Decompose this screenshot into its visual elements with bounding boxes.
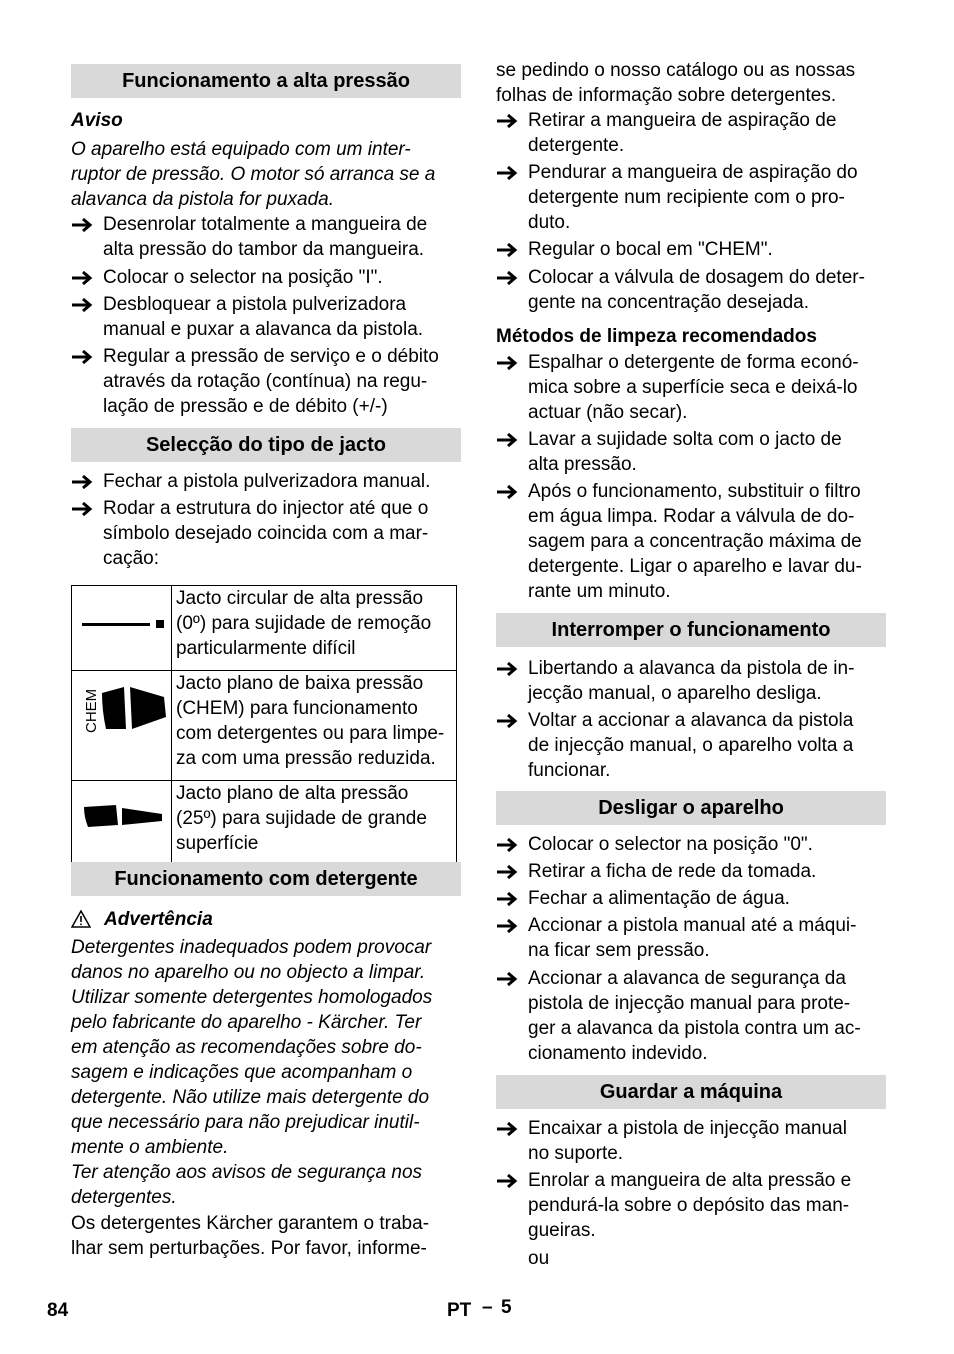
list-item: Enrolar a mangueira de alta pressão e pendurá-la sobre o depósito das man- gueiras. xyxy=(496,1168,886,1243)
list-item: Desenrolar totalmente a mangueira de alta pressão do tambor da mangueira. xyxy=(71,212,461,262)
detergent-paragraph: Os detergentes Kärcher garantem o traba- lhar sem perturbações. Por favor, informe- xyxy=(71,1213,430,1259)
or-text: ou xyxy=(528,1248,550,1269)
list-item: Espalhar o detergente de forma econó- mica sobre a superfície seca e deixá-lo actuar (não secar). xyxy=(496,350,886,425)
chem-label: CHEM xyxy=(83,688,100,733)
list-item: Colocar a válvula de dosagem do deter- gente na concentração desejada. xyxy=(496,265,886,315)
section-heading-detergent: Funcionamento com detergente xyxy=(71,862,461,896)
page-number: 84 xyxy=(47,1300,69,1321)
jet-icon-cell xyxy=(72,781,172,866)
list-item: Desbloquear a pistola pulverizadora manual e puxar a alavanca da pistola. xyxy=(71,292,461,342)
warning-triangle-icon xyxy=(71,910,91,928)
warning-header xyxy=(71,907,461,932)
list-item: Lavar a sujidade solta com o jacto de alta pressão. xyxy=(496,427,886,477)
list-item: Accionar a alavanca de segurança da pistola de injecção manual para prote- ger a alavanca da pistola contra um ac- cionamento indevido. xyxy=(496,966,886,1066)
aviso-title: Aviso xyxy=(71,110,123,131)
footer-dash: – xyxy=(482,1297,493,1318)
section-heading-jet-type: Selecção do tipo de jacto xyxy=(71,428,461,462)
subheading-cleaning-methods: Métodos de limpeza recomendados xyxy=(496,326,817,347)
arrow-right-icon xyxy=(496,243,518,257)
list-item: Retirar a mangueira de aspiração de detergente. xyxy=(496,108,886,158)
high-pressure-round-jet-icon xyxy=(72,586,171,665)
table-row xyxy=(72,586,457,671)
section-heading-storage: Guardar a máquina xyxy=(496,1075,886,1109)
arrow-right-icon xyxy=(496,1122,518,1136)
arrow-right-icon xyxy=(496,714,518,728)
list-item: Colocar o selector na posição "I". xyxy=(71,265,461,290)
arrow-right-icon xyxy=(71,475,93,489)
list-item: Accionar a pistola manual até a máqui- na ficar sem pressão. xyxy=(496,913,886,963)
list-item: Fechar a alimentação de água. xyxy=(496,886,886,911)
jet-icon-cell xyxy=(72,671,172,781)
warning-title: Advertência xyxy=(104,909,213,930)
aviso-text: O aparelho está equipado com um inter- ruptor de pressão. O motor só arranca se a alavanca da pistola for puxada. xyxy=(71,139,436,210)
jet-description: Jacto plano de baixa pressão (CHEM) para funcionamento com detergentes ou para limpe- za com uma pressão reduzida. xyxy=(172,671,457,781)
list-item: Após o funcionamento, substituir o filtro em água limpa. Rodar a válvula de do- sagem para a concentração máxima de detergente. Ligar o aparelho e lavar du- rante um minuto. xyxy=(496,479,886,604)
arrow-right-icon xyxy=(496,919,518,933)
arrow-right-icon xyxy=(496,166,518,180)
arrow-right-icon xyxy=(496,356,518,370)
arrow-right-icon xyxy=(71,298,93,312)
list-item: Voltar a accionar a alavanca da pistola de injecção manual, o aparelho volta a funcionar. xyxy=(496,708,886,783)
arrow-right-icon xyxy=(496,972,518,986)
section-heading-switch-off: Desligar o aparelho xyxy=(496,791,886,825)
arrow-right-icon xyxy=(496,1174,518,1188)
list-item: Regular o bocal em "CHEM". xyxy=(496,237,886,262)
table-row xyxy=(72,781,457,866)
jet-description: Jacto circular de alta pressão (0º) para sujidade de remoção particularmente difícil xyxy=(172,586,457,671)
continued-paragraph: se pedindo o nosso catálogo ou as nossas folhas de informação sobre detergentes. xyxy=(496,60,856,106)
arrow-right-icon xyxy=(71,271,93,285)
arrow-right-icon xyxy=(496,865,518,879)
list-item: Rodar a estrutura do injector até que o símbolo desejado coincida com a mar- cação: xyxy=(71,496,461,571)
list-item: Retirar a ficha de rede da tomada. xyxy=(496,859,886,884)
arrow-right-icon xyxy=(71,350,93,364)
arrow-right-icon xyxy=(496,485,518,499)
list-item: Colocar o selector na posição "0". xyxy=(496,832,886,857)
table-row xyxy=(72,671,457,781)
list-item: Fechar a pistola pulverizadora manual. xyxy=(71,469,461,494)
chem-low-pressure-jet-icon xyxy=(72,671,171,775)
arrow-right-icon xyxy=(496,892,518,906)
high-pressure-flat-jet-icon xyxy=(72,781,171,860)
warning-text: Detergentes inadequados podem provocar danos no aparelho ou no objecto a limpar. Utilizar somente detergentes homologados pelo fabricante do aparelho - Kärcher. Ter em atenção as recomendações sobre do- sagem e indicações que acompanham o detergente. Não utilize mais detergente do que necessário para não prejudicar inutil- mente o ambiente. Ter atenção aos avisos de segurança nos detergentes. xyxy=(71,937,433,1208)
arrow-right-icon xyxy=(496,433,518,447)
list-item: Libertando a alavanca da pistola de in- jecção manual, o aparelho desliga. xyxy=(496,656,886,706)
section-page-number: 5 xyxy=(501,1297,512,1318)
arrow-right-icon xyxy=(71,502,93,516)
jet-type-table xyxy=(71,585,457,866)
jet-icon-cell xyxy=(72,586,172,671)
list-item: Encaixar a pistola de injecção manual no suporte. xyxy=(496,1116,886,1166)
list-item: Regular a pressão de serviço e o débito através da rotação (contínua) na regu- lação de pressão e de débito (+/-) xyxy=(71,344,461,419)
arrow-right-icon xyxy=(496,662,518,676)
arrow-right-icon xyxy=(496,271,518,285)
language-code: PT xyxy=(447,1300,472,1321)
arrow-right-icon xyxy=(496,838,518,852)
arrow-right-icon xyxy=(496,114,518,128)
jet-description: Jacto plano de alta pressão (25º) para sujidade de grande superfície xyxy=(172,781,457,866)
arrow-right-icon xyxy=(71,218,93,232)
section-heading-high-pressure: Funcionamento a alta pressão xyxy=(71,64,461,98)
section-heading-interrupt: Interromper o funcionamento xyxy=(496,613,886,647)
list-item: Pendurar a mangueira de aspiração do detergente num recipiente com o pro- duto. xyxy=(496,160,886,235)
